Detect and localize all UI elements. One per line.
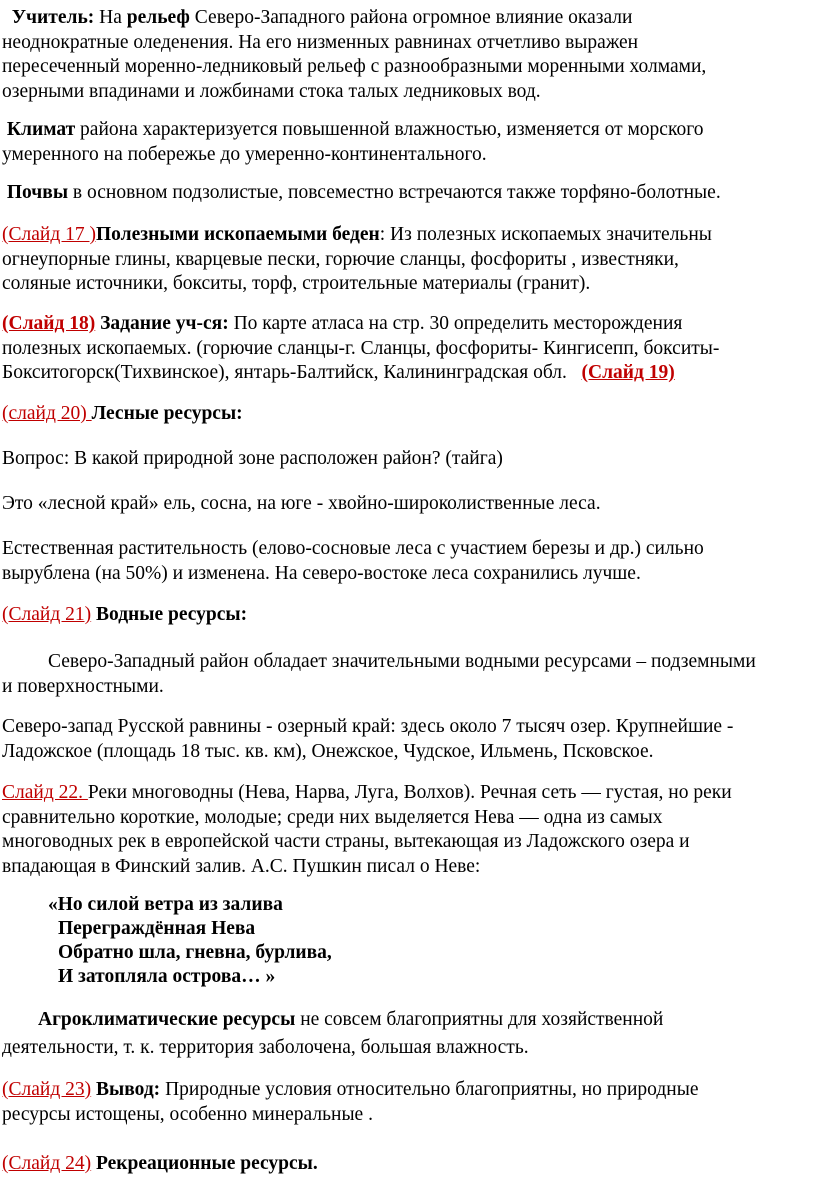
line	[2, 1078, 814, 1103]
slide-link-23[interactable]: (Слайд 23)	[2, 1079, 92, 1100]
line: вырублена (на 50%) и изменена. На северо-востоке леса сохранились лучше.	[2, 562, 641, 584]
paragraph-minerals	[2, 223, 814, 297]
line: пересеченный моренно-ледниковый рельеф с разнообразными моренными холмами,	[2, 56, 707, 77]
line: озерными впадинами и ложбинами стока талых ледниковых вод.	[2, 80, 541, 102]
line: неоднократные оледенения. На его низменных равнинах отчетливо выражен	[2, 31, 639, 53]
water-heading: Водные ресурсы:	[91, 604, 248, 625]
text: района характеризуется повышенной влажностью, изменяется от морского	[75, 119, 704, 140]
agroclimate-term: Агроклиматические ресурсы	[38, 1009, 296, 1030]
line	[2, 6, 814, 31]
paragraph-water-heading	[2, 603, 814, 628]
line: умеренного на побережье до умеренно-континентального.	[2, 143, 487, 165]
paragraph-question	[2, 447, 814, 472]
line	[2, 402, 814, 427]
slide-link-20[interactable]: (слайд 20)	[2, 403, 92, 424]
line	[2, 1152, 814, 1177]
line	[2, 1008, 814, 1033]
line	[2, 223, 814, 248]
line: сравнительно короткие, молодые; среди них выделяется Нева — одна из самых	[2, 806, 663, 828]
paragraph-forest-heading	[2, 402, 814, 427]
text: По карте атласа на стр. 30 определить месторождения	[228, 313, 683, 334]
paragraph-soils	[2, 181, 814, 206]
line	[2, 781, 814, 806]
poem-line: Обратно шла, гневна, бурлива,	[58, 942, 332, 963]
line: Ладожское (площадь 18 тыс. кв. км), Онежское, Чудское, Ильмень, Псковское.	[2, 740, 654, 762]
forest-heading: Лесные ресурсы:	[91, 403, 243, 424]
slide-link-18[interactable]: (Слайд 18)	[2, 313, 96, 334]
line: Вопрос: В какой природной зоне расположен район? (тайга)	[2, 448, 503, 469]
line: Северо-запад Русской равнины - озерный край: здесь около 7 тысяч озер. Крупнейшие -	[2, 716, 734, 737]
poem-line: И затопляла острова… »	[58, 966, 276, 987]
paragraph-forest-region	[2, 492, 814, 517]
paragraph-rivers	[2, 781, 814, 879]
relief-term: рельеф	[126, 7, 190, 28]
text: На	[94, 7, 127, 28]
poem-line: «Но силой ветра из залива	[48, 894, 283, 915]
paragraph-climate	[2, 118, 814, 167]
text: в основном подзолистые, повсеместно встречаются также торфяно-болотные.	[68, 182, 721, 203]
slide-link-17[interactable]: (Слайд 17 )	[2, 224, 96, 245]
line: Естественная растительность (елово-сосновые леса с участием березы и др.) сильно	[2, 538, 704, 559]
line: полезных ископаемых. (горючие сланцы-г. Сланцы, фосфориты- Кингисепп, бокситы-	[2, 337, 720, 359]
text: Бокситогорск(Тихвинское), янтарь-Балтийск, Калининградская обл.	[2, 362, 567, 383]
line: Это «лесной край» ель, сосна, на юге - хвойно-широколиственные леса.	[2, 493, 601, 514]
climate-term: Климат	[6, 119, 76, 140]
line	[2, 118, 814, 143]
line: Северо-Западный район обладает значительными водными ресурсами – подземными	[48, 651, 756, 672]
line: огнеупорные глины, кварцевые пески, горючие сланцы, фосфориты , известняки,	[2, 248, 679, 270]
recreation-heading: Рекреационные ресурсы.	[96, 1153, 318, 1174]
conclusion-label: Вывод:	[91, 1079, 161, 1100]
minerals-term: Полезными ископаемыми беден	[96, 224, 380, 245]
line	[2, 603, 814, 628]
soils-term: Почвы	[6, 182, 69, 203]
paragraph-agroclimate	[2, 1008, 814, 1060]
slide-link-22[interactable]: Слайд 22.	[2, 782, 88, 803]
paragraph-relief	[2, 6, 814, 104]
text: : Из полезных ископаемых значительны	[379, 224, 712, 245]
line: деятельности, т. к. территория заболочена, большая влажность.	[2, 1036, 529, 1058]
paragraph-task	[2, 312, 814, 386]
slide-link-21[interactable]: (Слайд 21)	[2, 604, 92, 625]
line: многоводных рек в европейской части страны, вытекающая из Ладожского озера и	[2, 831, 690, 852]
text: Природные условия относительно благоприятны, но природные	[160, 1079, 699, 1100]
line: и поверхностными.	[2, 675, 164, 697]
line: соляные источники, бокситы, торф, строительные материалы (гранит).	[2, 273, 591, 294]
paragraph-conclusion	[2, 1078, 814, 1127]
text: не совсем благоприятны для хозяйственной	[295, 1009, 664, 1030]
line	[2, 361, 814, 386]
line: впадающая в Финский залив. А.С. Пушкин писал о Неве:	[2, 855, 481, 877]
poem-quote	[48, 893, 332, 989]
text: Северо-Западного района огромное влияние оказали	[189, 7, 633, 28]
line	[2, 181, 814, 206]
paragraph-vegetation	[2, 537, 814, 586]
teacher-label: Учитель:	[11, 7, 95, 28]
slide-link-19[interactable]: (Слайд 19)	[581, 362, 675, 383]
task-label: Задание уч-ся:	[100, 313, 229, 334]
slide-link-24[interactable]: (Слайд 24)	[2, 1153, 92, 1174]
line: ресурсы истощены, особенно минеральные .	[2, 1103, 373, 1125]
paragraph-water-resources	[2, 650, 814, 699]
paragraph-lakes	[2, 715, 814, 764]
paragraph-recreation	[2, 1152, 814, 1177]
poem-line: Переграждённая Нева	[58, 918, 256, 939]
text: Реки многоводны (Нева, Нарва, Луга, Волхов). Речная сеть — густая, но реки	[87, 782, 732, 803]
line	[2, 312, 814, 337]
